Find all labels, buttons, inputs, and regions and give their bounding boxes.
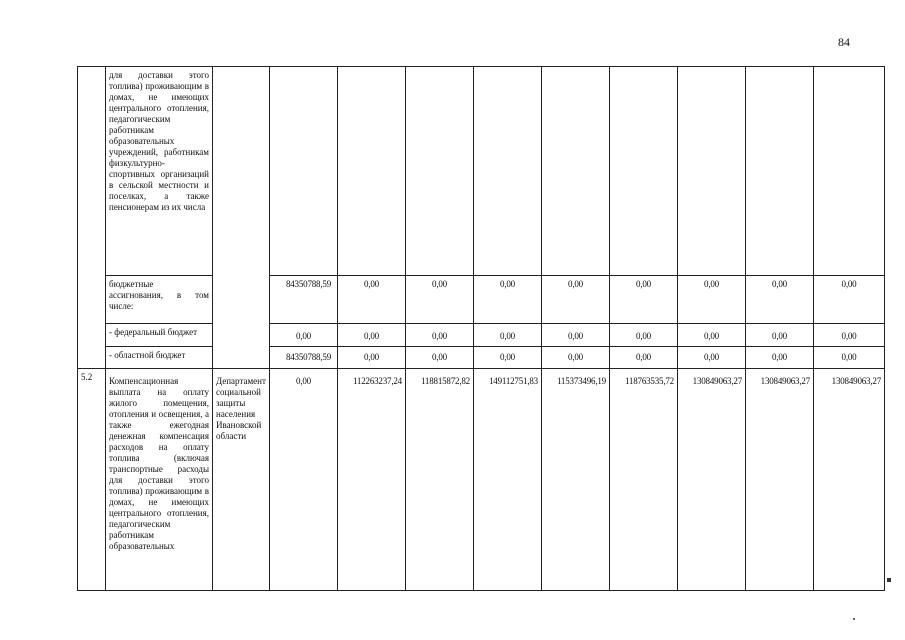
value-cell xyxy=(610,67,678,276)
value-cell: 0,00 xyxy=(678,324,746,347)
value-cell: 0,00 xyxy=(270,324,338,347)
value-cell: 0,00 xyxy=(746,324,814,347)
value-cell xyxy=(746,67,814,276)
value-cell: 0,00 xyxy=(746,276,814,324)
index-cell xyxy=(78,67,106,369)
department-cell xyxy=(213,67,270,369)
description-cell: для доставки этого топлива) проживающим в домах, не имеющих центрального отопления, педагогическим работникам образовательных учреждений, работникам физкультурно-спортивных организаций в сельской местности и поселках, а также пенсионерам из их числа xyxy=(106,67,213,276)
value-cell: 0,00 xyxy=(406,324,474,347)
value-cell: 0,00 xyxy=(474,347,542,369)
value-cell: 118763535,72 xyxy=(610,369,678,591)
table-row xyxy=(78,369,885,591)
value-cell: 130849063,27 xyxy=(746,369,814,591)
value-cell xyxy=(814,67,885,276)
value-cell xyxy=(678,67,746,276)
scan-mark xyxy=(887,578,891,582)
value-cell: 0,00 xyxy=(678,347,746,369)
value-cell xyxy=(406,67,474,276)
value-cell: 0,00 xyxy=(814,324,885,347)
value-cell: 0,00 xyxy=(814,276,885,324)
value-cell: 0,00 xyxy=(338,347,406,369)
value-cell: 0,00 xyxy=(270,369,338,591)
value-cell: 0,00 xyxy=(474,324,542,347)
department-cell: Департамент социальной защиты населения Ивановской области xyxy=(213,369,270,591)
value-cell: 0,00 xyxy=(338,324,406,347)
value-cell: 115373496,19 xyxy=(542,369,610,591)
value-cell: 0,00 xyxy=(542,347,610,369)
value-cell: 0,00 xyxy=(406,276,474,324)
value-cell: 0,00 xyxy=(338,276,406,324)
value-cell xyxy=(474,67,542,276)
value-cell: 118815872,82 xyxy=(406,369,474,591)
value-cell: 0,00 xyxy=(542,324,610,347)
description-cell: - федеральный бюджет xyxy=(106,324,213,347)
value-cell: 0,00 xyxy=(746,347,814,369)
value-cell xyxy=(338,67,406,276)
value-cell: 0,00 xyxy=(474,276,542,324)
value-cell xyxy=(270,67,338,276)
value-cell: 0,00 xyxy=(610,324,678,347)
description-cell: - областной бюджет xyxy=(106,347,213,369)
scan-dot xyxy=(853,618,855,620)
value-cell: 0,00 xyxy=(814,347,885,369)
table-row xyxy=(78,347,885,369)
value-cell: 0,00 xyxy=(610,347,678,369)
table-row xyxy=(78,67,885,276)
value-cell xyxy=(542,67,610,276)
value-cell: 0,00 xyxy=(678,276,746,324)
description-cell: Компенсационная выплата на оплату жилого помещения, отопления и освещения, а также ежегодная денежная компенсация расходов на оплату топлива (включая транспортные расходы для доставки этого топлива) проживающим в домах, не имеющих центрального отопления, педагогическим работникам образовательных xyxy=(106,369,213,591)
value-cell: 84350788,59 xyxy=(270,347,338,369)
value-cell: 84350788,59 xyxy=(270,276,338,324)
value-cell: 0,00 xyxy=(542,276,610,324)
value-cell: 0,00 xyxy=(406,347,474,369)
value-cell: 0,00 xyxy=(610,276,678,324)
value-cell: 149112751,83 xyxy=(474,369,542,591)
page-number: 84 xyxy=(838,35,850,49)
description-cell: бюджетные ассигнования, в том числе: xyxy=(106,276,213,324)
value-cell: 130849063,27 xyxy=(678,369,746,591)
table-row xyxy=(78,324,885,347)
value-cell: 112263237,24 xyxy=(338,369,406,591)
budget-table xyxy=(77,66,885,591)
index-cell: 5.2 xyxy=(78,369,106,591)
value-cell: 130849063,27 xyxy=(814,369,885,591)
table-row xyxy=(78,276,885,324)
